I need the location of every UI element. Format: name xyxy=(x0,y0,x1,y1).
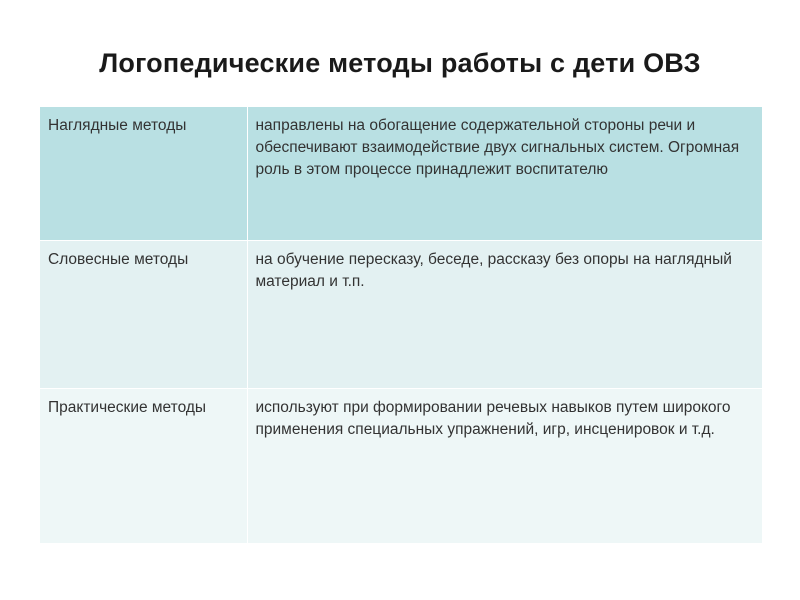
table-row xyxy=(40,107,762,240)
methods-table xyxy=(40,107,762,543)
method-name-cell: Наглядные методы xyxy=(40,107,247,240)
slide-title: Логопедические методы работы с дети ОВЗ xyxy=(99,48,701,78)
table-row xyxy=(40,240,762,388)
method-description-cell: направлены на обогащение содержательной стороны речи и обеспечивают взаимодействие двух сигнальных систем. Огромная роль в этом процессе принадлежит воспитателю xyxy=(247,107,762,240)
method-name-cell: Практические методы xyxy=(40,388,247,543)
method-description-cell: на обучение пересказу, беседе, рассказу без опоры на наглядный материал и т.п. xyxy=(247,240,762,388)
table-row xyxy=(40,388,762,543)
method-description-cell: используют при формировании речевых навыков путем широкого применения специальных упражнений, игр, инсценировок и т.д. xyxy=(247,388,762,543)
method-name-cell: Словесные методы xyxy=(40,240,247,388)
